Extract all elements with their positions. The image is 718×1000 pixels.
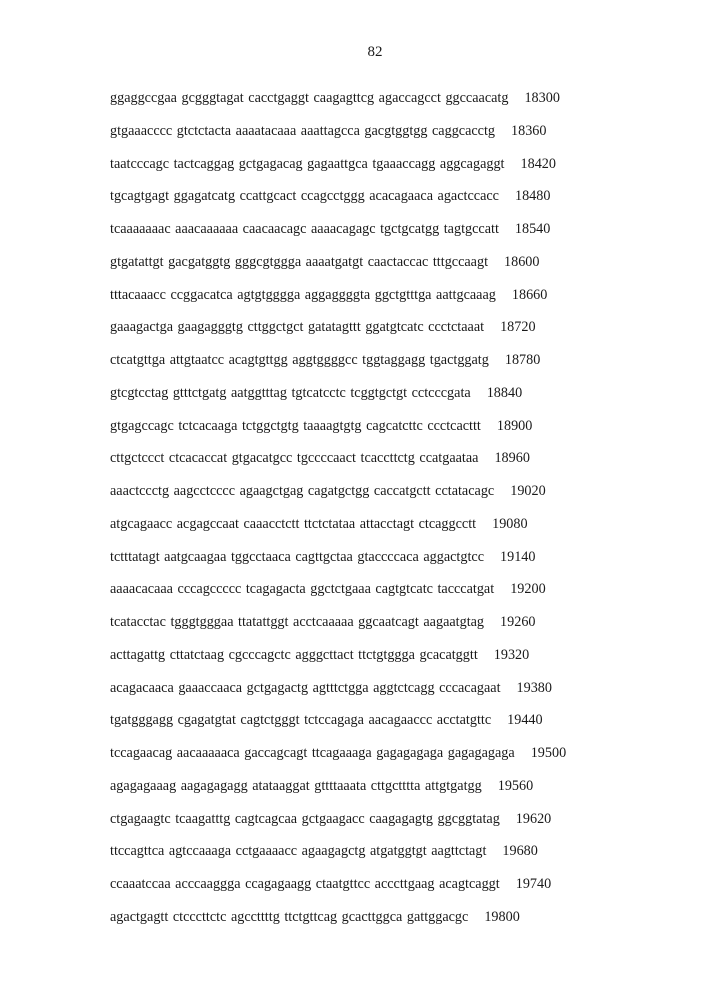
sequence-position: 19380 xyxy=(516,679,552,696)
sequence-text: ggaggccgaa gcgggtagat cacctgaggt caagagttcg agaccagcct ggccaacatg xyxy=(110,90,509,106)
sequence-text: ctgagaagtc tcaagatttg cagtcagcaa gctgaagacc caagagagtg ggcggtatag xyxy=(110,810,500,827)
sequence-position: 18480 xyxy=(514,188,551,205)
sequence-text: ccaaatccaa acccaaggga ccagagaagg ctaatgttcc acccttgaag acagtcaggt xyxy=(110,876,500,892)
sequence-line xyxy=(110,481,566,514)
sequence-position: 18900 xyxy=(496,417,533,434)
sequence-position: 19680 xyxy=(502,843,538,860)
sequence-listing xyxy=(110,88,566,940)
sequence-line xyxy=(110,874,566,907)
sequence-line xyxy=(110,743,566,776)
sequence-position: 18780 xyxy=(504,352,541,368)
sequence-position: 19740 xyxy=(515,876,552,892)
sequence-text: atgcagaacc acgagccaat caaacctctt ttctctataa attacctagt ctcaggcctt xyxy=(110,515,477,532)
sequence-line xyxy=(110,383,566,416)
sequence-line xyxy=(110,547,566,580)
sequence-line xyxy=(110,645,566,678)
sequence-text: agactgagtt ctcccttctc agccttttg ttctgttcag gcacttggca gattggacgc xyxy=(110,908,469,925)
sequence-text: aaactccctg aagcctcccc agaagctgag cagatgctgg caccatgctt cctatacagc xyxy=(110,483,495,499)
sequence-text: aaaacacaaa cccagccccc tcagagacta ggctctgaaa cagtgtcatc tacccatgat xyxy=(110,581,495,598)
sequence-position: 18660 xyxy=(511,286,548,303)
sequence-line xyxy=(110,907,566,940)
sequence-line xyxy=(110,612,566,645)
sequence-line xyxy=(110,252,566,285)
sequence-line xyxy=(110,710,566,743)
sequence-line xyxy=(110,285,566,318)
sequence-line xyxy=(110,88,566,121)
sequence-line xyxy=(110,841,566,874)
sequence-text: ctcatgttga attgtaatcc acagtgttgg aggtggggcc tggtaggagg tgactggatg xyxy=(110,352,489,368)
sequence-line xyxy=(110,678,566,711)
sequence-position: 19080 xyxy=(492,515,528,532)
sequence-position: 19200 xyxy=(510,581,546,598)
sequence-line xyxy=(110,416,566,449)
sequence-line xyxy=(110,579,566,612)
sequence-position: 18300 xyxy=(524,90,560,106)
sequence-line xyxy=(110,317,566,350)
sequence-text: acagacaaca gaaaccaaca gctgagactg agtttctgga aggtctcagg cccacagaat xyxy=(110,679,501,696)
sequence-text: gaaagactga gaagagggtg cttggctgct gatatagttt ggatgtcatc ccctctaaat xyxy=(110,319,485,336)
sequence-position: 19440 xyxy=(507,712,543,729)
sequence-text: taatcccagc tactcaggag gctgagacag gagaattgca tgaaaccagg aggcagaggt xyxy=(110,155,505,172)
sequence-position: 19320 xyxy=(493,646,530,663)
sequence-line xyxy=(110,186,566,219)
sequence-text: tcaaaaaaac aaacaaaaaa caacaacagc aaaacagagc tgctgcatgg tagtgccatt xyxy=(110,221,499,237)
sequence-text: ttccagttca agtccaaaga cctgaaaacc agaagagctg atgatggtgt aagttctagt xyxy=(110,843,487,860)
sequence-text: gtcgtcctag gtttctgatg aatggtttag tgtcatcctc tcggtgctgt cctcccgata xyxy=(110,384,471,401)
sequence-position: 19560 xyxy=(497,777,534,794)
sequence-position: 18960 xyxy=(494,450,530,467)
sequence-line xyxy=(110,154,566,187)
sequence-position: 18420 xyxy=(520,155,556,172)
sequence-text: agagagaaag aagagagagg atataaggat gttttaaata cttgctttta attgtgatgg xyxy=(110,777,482,794)
sequence-position: 18840 xyxy=(486,384,523,401)
sequence-line xyxy=(110,350,566,383)
sequence-line xyxy=(110,219,566,252)
sequence-position: 19620 xyxy=(515,810,552,827)
sequence-text: tttacaaacc ccggacatca agtgtgggga aggaggggta ggctgtttga aattgcaaag xyxy=(110,286,496,303)
sequence-text: cttgctccct ctcacaccat gtgacatgcc tgccccaact tcaccttctg ccatgaataa xyxy=(110,450,479,467)
sequence-text: gtgatattgt gacgatggtg gggcgtggga aaaatgatgt caactaccac tttgccaagt xyxy=(110,253,489,270)
sequence-position: 19500 xyxy=(530,745,567,761)
sequence-text: gtgagccagc tctcacaaga tctggctgtg taaaagtgtg cagcatcttc ccctcacttt xyxy=(110,417,481,434)
sequence-text: tcatacctac tgggtgggaa ttatattggt acctcaaaaa ggcaatcagt aagaatgtag xyxy=(110,614,485,630)
sequence-text: tgatgggagg cgagatgtat cagtctgggt tctccagaga aacagaaccc acctatgttc xyxy=(110,712,492,729)
sequence-line xyxy=(110,809,566,842)
sequence-line xyxy=(110,776,566,809)
sequence-text: acttagattg cttatctaag cgcccagctc agggcttact ttctgtggga gcacatggtt xyxy=(110,646,478,663)
sequence-line xyxy=(110,514,566,547)
sequence-position: 19260 xyxy=(500,614,536,630)
page-number: 82 xyxy=(367,44,383,60)
sequence-text: tctttatagt aatgcaagaa tggcctaaca cagttgctaa gtaccccaca aggactgtcc xyxy=(110,548,484,565)
sequence-line xyxy=(110,121,566,154)
sequence-text: gtgaaacccc gtctctacta aaaatacaaa aaattagcca gacgtggtgg caggcacctg xyxy=(110,122,496,139)
sequence-position: 18540 xyxy=(514,221,551,237)
sequence-position: 18360 xyxy=(511,122,547,139)
sequence-line xyxy=(110,448,566,481)
sequence-text: tgcagtgagt ggagatcatg ccattgcact ccagcctggg acacagaaca agactccacc xyxy=(110,188,499,205)
sequence-position: 19800 xyxy=(484,908,520,925)
sequence-position: 18720 xyxy=(500,319,536,336)
sequence-position: 18600 xyxy=(504,253,540,270)
sequence-position: 19140 xyxy=(500,548,536,565)
sequence-text: tccagaacag aacaaaaaca gaccagcagt ttcagaaaga gagagagaga gagagagaga xyxy=(110,745,515,761)
sequence-position: 19020 xyxy=(510,483,546,499)
